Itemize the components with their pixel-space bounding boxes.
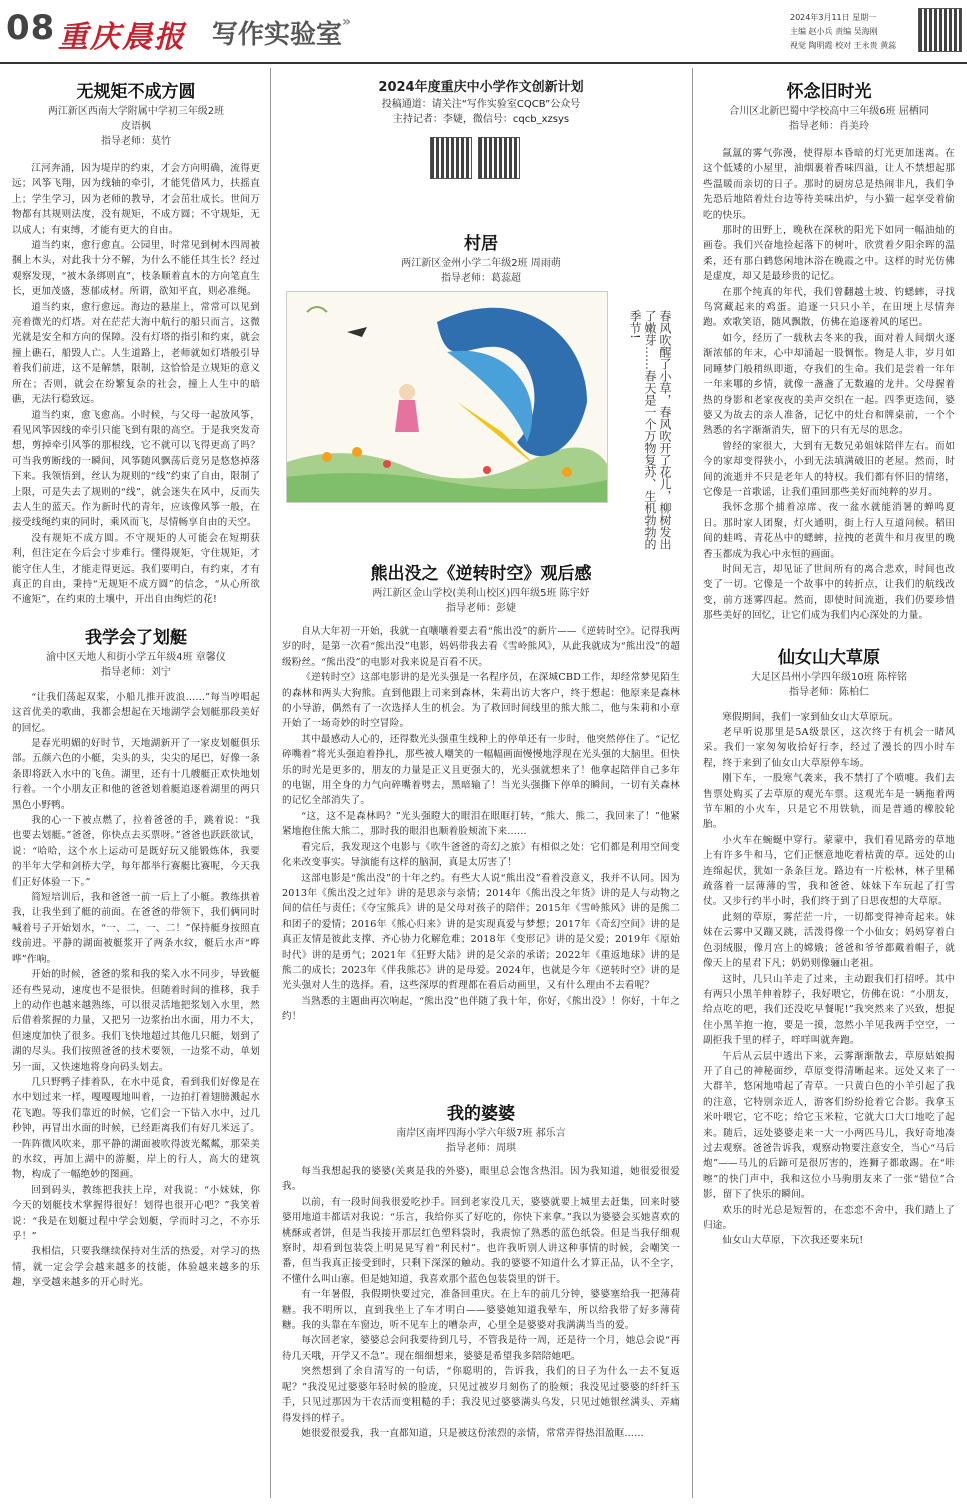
column-divider (270, 68, 271, 1498)
paragraph: 其中最感动人心的，还得数光头强重生线种上的停单还有一步时，他突然停住了。“记忆碎嘴着”将光头强迫着挣扎，那些被人嘲笑的一幅幅画面慢慢地浮现在光头强的大脑里。但快乐的时光是更多的，朋友的力量是正义且更强大的，光头强就想来了！他拿起陪伴自己多年的电锯，用全身的力气向碎嘴着劈去，黑暗输了！当光头强撕下停单的瞬间，一切有关森林的记忆全部消失了。 (282, 733, 680, 807)
qr-row (282, 131, 680, 191)
paragraph: 当熟悉的主题曲再次响起，“熊出没”也伴随了我十年，你好，《熊出没》！你好，十年之约！ (282, 995, 680, 1023)
paragraph: 在那个纯真的年代，我们曾翻越土坡、钓蟋蟀，寻找鸟窝藏起来的鸡蛋。追逐一只只小羊，在田埂上尽情奔跑。欢歌笑语，随风飘散，仿佛在追逐着风的尾巴。 (703, 286, 955, 329)
author-school: 两江新区西南大学附属中学初三年级2班 (47, 106, 225, 117)
painting-poem: 春风吹醒了小草，春风吹开了花儿，柳树发出了嫩芽……春天是一个万物复苏、生机勃勃的季节! (628, 310, 672, 550)
author-school: 合川区北新巴蜀中学校高中三年级6班 屈栖同 (729, 106, 929, 117)
paragraph: 几只野鸭子排着队，在水中觅食，看到我们好像是在水中划过来一样，嘎嘎嘎地叫着，一边拍打着翅膀溅起水花飞跑。等我们靠近的时候，它们会一下钻入水中，过几秒钟，再冒出水面的时候，已经距离我们有好几米远了。一阵阵微风吹来，那平静的湖面被吹得波光粼粼，那荣美的水纹，再加上湖中的游艇，岸上的行人，高大的建筑物，构成了一幅绝妙的图画。 (12, 1076, 260, 1181)
paper-name: 重庆晨报 (58, 20, 186, 55)
editors: 主编 赵小兵 责编 吴海刚 (790, 27, 878, 36)
qr-code-icon[interactable] (430, 137, 472, 179)
advisor: 指导老师：肖美玲 (789, 121, 869, 132)
article-body (12, 690, 260, 1291)
host-reporter: 主持记者：李婕，微信号：cqcb_xzsys (392, 114, 570, 125)
paragraph: 我相信，只要我继续保持对生活的热爱，对学习的热情，就一定会学会越来越多的技能，体验越来越多的乐趣，享受越来越多的开心时光。 (12, 1246, 260, 1289)
paragraph: 氤氲的雾气弥漫，使得原本昏暗的灯光更加迷离。在这个低矮的小屋里，油烟裹着香味四溢，让人不禁想起那些温暖而亲切的日子。那时的厨房总是热闹非凡，我们争先恐后地陪着灶台边等待美味出炉，与小猫一起享受着偷吃的快乐。 (703, 148, 955, 221)
advisor: 指导老师：莫竹 (101, 136, 171, 147)
author-school: 两江新区金山学校(美利山校区)四年级5班 陈宇妤 (372, 588, 590, 599)
article (12, 626, 260, 1291)
child-painting (286, 291, 608, 503)
article-title: 怀念旧时光 (786, 82, 872, 102)
section-arrow-icon: » (342, 14, 352, 30)
paragraph: 自从大年初一开始，我就一直嚷嚷着要去看“熊出没”的新片——《逆转时空》。记得我两岁的时，是第一次看“熊出没”电影，妈妈带我去看《雪岭熊风》，从此我就成为“熊出没”的超级粉丝。“熊出没”的电影对我来说是百看不厌。 (282, 626, 680, 668)
section-name: 写作实验室 (212, 20, 343, 50)
paragraph: 是春光明媚的好时节，天地湖新开了一家皮划艇俱乐部。五颜六色的小艇，尖头的头，尖尖的尾巴，好像一条条即将跃入水中的飞鱼。湖里，还有十几艘艇正欢快地划行着。一个小朋友正和他的爸爸划着艇追逐着湖里的两只黑色小野鸭。 (12, 738, 260, 811)
paper-logo (58, 12, 212, 55)
contest-notice (282, 72, 680, 191)
editors: 视觉 陶明霞 校对 王永贵 黄蕊 (790, 41, 897, 50)
paragraph: 每次回老家，婆婆总会问我要待到几号，不管我是待一周，还是待一个月，她总会说“再待几天哦，开学又不急”。现在细细想来，婆婆是希望我多陪陪她吧。 (282, 1335, 680, 1362)
author-school: 渝中区天地人和街小学五年级4班 章馨仪 (46, 651, 226, 663)
paragraph: 她很爱很爱我，我一直都知道，只是被这份浓烈的亲情，常常弄得热泪盈眶…… (301, 1427, 644, 1439)
paragraph: 道当约束，愈飞愈高。小时候，与父母一起放风筝，看见风筝因线的牵引只能飞到有限的高空。于是我突发奇想，剪掉牵引风筝的那根线，它不就可以飞得更高了吗？可当我剪断线的一瞬间，风筝随风飘荡后竟另是悠悠掉落下来。我领悟到，丝认为规则的“线”约束了自由，限制了上限，可是失去了规则的“线”，就会迷失在风中，反而失去人生的蓝天。作为新时代的青年，应该像风筝一般，在接受线绳约束的同时，乘风而飞，尽情畅享自由的天空。 (12, 409, 260, 529)
paragraph: 我的心一下被点燃了，拉着爸爸的手，跳着说：“我也要去划艇。”爸爸，你快点去买票呀。”爸爸也跃跃欲试，说：“哈哈，这个水上运动可是既好玩又能锻炼体，我要的半年大学和剑桥大学，每年都举行赛艇比赛呢，今天我们正好体验一下。” (12, 815, 260, 888)
article-title: 熊出没之《逆转时空》观后感 (370, 564, 592, 584)
author-school: 南岸区南坪四海小学六年级7班 郝乐言 (396, 1128, 566, 1139)
qr-code-icon[interactable] (478, 137, 520, 179)
column-divider (692, 68, 693, 1498)
paragraph: 回到码头，教练把我扶上岸，对我说：“小妹妹，你今天的划艇技术掌握得很好！划得也很开心吧？”我笑着说：“我是在划艇过程中学会划艇，学而时习之，不亦乐乎！” (12, 1184, 260, 1242)
column-right (703, 68, 955, 1249)
article-title: 仙女山大草原 (778, 647, 880, 668)
paragraph: 曾经的家很大，大到有无数兄弟姐妹陪伴左右。而如今的家却变得狭小，小到无法填满破旧的老屋。然而，时间的流逝并不只是老年人的特权。我们都有怀旧的情绪，它像是一首歌谣，让我们重回那些美好而纯粹的岁月。 (703, 440, 955, 498)
paragraph: 道当约束，愈行愈直。公园里，时常见到树木四周被捆上木头，对此我十分不解，为什么不能任其生长？经过观察发现，“被木条绑则直”，枝条顺着直木的方向笔直生长，更加茂盛，葱郁成材。所谓，欲知平直，则必准绳。 (12, 240, 260, 298)
author-school: 两江新区金州小学二年级2班 周雨萌 (401, 258, 561, 269)
advisor: 指导老师：陈柏仁 (789, 686, 869, 698)
article-body (12, 161, 260, 608)
paragraph: “让我们荡起双桨，小船儿推开波浪……”每当哼唱起这首优美的歌曲，我都会想起在天地湖学会划艇那段美好的回忆。 (12, 691, 260, 734)
article-body (282, 624, 680, 1025)
article-title: 村居 (464, 234, 498, 254)
article-body (703, 710, 955, 1249)
edition-info (790, 11, 910, 53)
author-name: 皮语枫 (121, 121, 151, 132)
paragraph: 开始的时候，爸爸的浆和我的桨入水不同步，导致艇还有些晃动，速度也不是很快。但随着时间的推移，我手上的动作也越来越熟练，可以很灵活地把浆划入水里，然后借着浆握的力量，又把另一边浆抬出水面，用力不大，但速度加快了很多。我们飞快地超过其他几只艇，划到了湖的尽头。我们按照爸爸的技术要领，一边浆不动，单划另一面，又快速地将身向码头划去。 (12, 969, 260, 1073)
paragraph: 道当约束，愈行愈远。海边的悬崖上，常常可以见到亮着微光的灯塔。对在茫茫大海中航行的船只而言，这微光就是安全和方向的保障。没有灯塔的指引和约束，就会撞上礁石，船毁人亡。人生道路上，老师就如灯塔般引导着我们前进，这不是解禁，限制，这恰恰是立规矩的意义所在；否则，就会在纷繁复杂的社会，撞上人生中的暗礁，无法行稳致远。 (12, 301, 260, 406)
paragraph: 这部电影是“熊出没”的十年之约。有些大人说“熊出没”看着没意义，我并不认同。因为2013年《熊出没之过年》讲的是思亲与亲情；2014年《熊出没之年货》讲的是人与动物之间的信任与责任；《夺宝熊兵》讲的是父母对孩子的陪伴；2015年《雪岭熊风》讲的是熊二和团子的爱情；2016年《熊心归来》讲的是实现真爱与梦想；2017年《奇幻空间》讲的是真正友情是彼此支撑、齐心协力化解危难；2018年《变形记》讲的是父爱；2019年《原始时代》讲的是勇气；2021年《狂野大陆》讲的是父亲的承诺；2022年《重返地球》讲的是熊二的成长；2023年《伴我熊芯》讲的是母爱。2024年，也就是今年《逆转时空》讲的是光头强对人生的选择。看，这些深厚的哲理都在看后动画里，又有什么理由不去看呢？ (282, 872, 680, 992)
section-title (212, 14, 351, 51)
painting-illustration (287, 292, 607, 502)
advisor: 指导老师：刘宁 (101, 666, 171, 678)
paragraph: 欢乐的时光总是短暂的，在恋恋不舍中，我们踏上了归途。 (703, 1204, 955, 1231)
article (282, 562, 680, 1025)
page-number: 08 (6, 8, 56, 48)
paragraph: 没有规矩不成方圆。不守规矩的人可能会在短期获利，但注定在今后会寸步难行。懂得规矩，守住规矩，才能守住人生，才能走得更远。我们要明白，有约束，才有真正的自由，秉持“无规矩不成方圆”的信念，“从心所欲不逾矩”，在约束的土壤中，开出自由绚烂的花! (12, 532, 260, 606)
paragraph: 这时，几只山羊走了过来，主动跟我们打招呼。其中有两只小黑羊伸着脖子，我好喂它，仿佛在说：“小朋友，给点吃的吧，我们还没吃早餐呢!”我突然来了兴致，想捉住小黑羊抱一抱，要是一摸，忽然小羊见我两手空空，一副拒我千里的样子，咩咩叫就奔跑。 (703, 973, 955, 1047)
paragraph: 老早听说那里是5A级景区，这次终于有机会一睹风采。我们一家匆匆收拾好行李，经过了漫长的四小时车程，终于来到了仙女山大草原停车场。 (703, 727, 955, 769)
article-body (703, 146, 955, 624)
article-title: 我的婆婆 (447, 1104, 515, 1124)
article (703, 80, 955, 624)
article-title: 无规矩不成方圆 (76, 82, 196, 102)
article (282, 232, 680, 286)
advisor: 指导老师：葛蕊超 (441, 273, 521, 284)
paragraph: “这，这不是森林吗？”光头强瞪大的眼泪在眼眶打转，“熊大、熊二，我回来了！”他紧紧地抱住熊大熊二，那时我的眼泪也顺着脸颊流下来…… (282, 810, 680, 838)
advisor: 指导老师：周琪 (446, 1143, 516, 1154)
advisor: 指导老师：彭婕 (446, 603, 516, 614)
paragraph: 《逆转时空》这部电影讲的是光头强是一名程序员，在深城CBD工作，却经常梦见陌生的森林和两头大狗熊。直到他跟上司来到森林，朱莉出访大客户，终于想起：他原来是森林的小导游，偶然有了一次选择人生的机会。为了救回时间线里的熊大熊二，他与朱莉和小章开始了一场奇妙的时空冒险。 (282, 672, 680, 730)
paragraph: 我怀念那个捕着凉席、夜一盆水就能消暑的蝉鸣夏日。那时家人团聚，灯火通明，街上行人互道问候。稻田间的蛙鸣、青花丛中的蟋蟀，拉拽的老黄牛和月夜里的晚香玉都成为我心中永恒的画面。 (703, 502, 955, 560)
paragraph: 仙女山大草原，下次我还要来玩! (722, 1235, 864, 1247)
paragraph: 看完后，我发现这个电影与《吹牛爸爸的奇幻之旅》有相似之处：它们都是利用空间变化来改变事实。导演能有这样的脑洞，真是太厉害了！ (282, 841, 680, 869)
masthead (0, 0, 967, 60)
article (12, 80, 260, 608)
paragraph: 午后从云层中透出下来，云雾渐渐散去，草原姑娘揭开了自己的神秘面纱，草原变得清晰起来。远处又来了一大群羊，悠闲地啃起了青草。一只黄白色的小羊引起了我的注意，它特别亲近人，游客们纷纷抢着它合影。我拿玉米叶喂它，它不吃；给它玉米粒，它就大口大口地吃了起来。随后，远处婆婆走来一大一小两匹马儿，我好奇地凑过去观察。爸爸告诉我，观察动物要注意安全，当心“马后炮”——马儿的后蹄可是很厉害的，连狮子都敢踢。在“咔嚓”的快门声中，我和这位小马驹朋友来了一张“错位”合影，留下了快乐的瞬间。 (703, 1050, 955, 1201)
paragraph: 寒假期间，我们一家到仙女山大草原玩。 (722, 711, 899, 723)
paragraph: 突然想到了余自清写的一句话，“你聪明的，告诉我，我们的日子为什么一去不复返呢？”我没见过婆婆年轻时候的脸庞，只见过被岁月刻伤了的脸颊；我没见过婆婆的纤纤玉手，只见过那因为干农活而变粗糙的手；我没见过婆婆满头乌发，只见过她银丝满头、弄痛得发抖的样子。 (282, 1366, 680, 1424)
paragraph: 每当我想起我的婆婆(关爽是我的外婆)，眼里总会饱含热泪。因为我知道，她很爱很爱我。 (282, 1166, 680, 1193)
issue-date: 2024年3月11日 星期一 (790, 13, 877, 22)
article-title: 我学会了划艇 (85, 627, 187, 648)
paragraph: 那时的田野上，晚秋在深秋的阳光下如同一幅油灿的画卷。我们兴奋地捡起落下的树叶，欣赏着夕阳余晖的温柔，还有那白鹤悠闲地沐浴在晚霞之中。这样的时光仿佛是虚度，却又是最珍贵的记忆。 (703, 225, 955, 283)
article (282, 1102, 680, 1441)
paragraph: 时间无言，却见证了世间所有的离合悲欢，时间也改变了一切。它像是一个故事中的转折点，让我们的航线改变，前方迷雾四起。然而，即使时间流逝，我们仍要珍惜那些美好的回忆，让它们成为我们内心深处的力量。 (703, 563, 955, 622)
paragraph: 江河奔涌，因为堤岸的约束，才会方向明确，流得更远；风筝飞翔，因为线轴的牵引，才能凭借风力，扶摇直上；学生学习，因为老师的教导，才会茁壮成长。世间万物都有其规则法度，没有规矩，不成方圆；不守规矩，无以成人；有束缚，才能有更大的自由。 (12, 163, 260, 236)
paragraph: 小火车在蜿蜒中穿行。蒙蒙中，我们看见路旁的草地上有许多牛和马，它们正惬意地吃着枯黄的草。远处的山连绵起伏，犹如一条条巨龙。路边有一片松林，林子里稀疏落着一层薄薄的雪，我和爸爸、妹妹下车玩起了打雪仗。又步行约半小时，我们终于到了日思夜想的大草原。 (703, 834, 955, 908)
paragraph: 此刻的草原，雾茫茫一片，一切都变得神奇起来。妹妹在云雾中又蹦又跳，活泼得像一个小仙女；妈妈穿着白色羽绒服，像月宫上的嫦娥；爸爸和爷爷都戴着帽子，就像天上的星君下凡；奶奶则像骊山老祖。 (703, 911, 955, 970)
paragraph: 有一年暑假，我假期快要过完，准备回重庆。在上车的前几分钟，婆婆塞给我一把薄荷糖。我不明所以，直到我坐上了车才明白——婆婆她知道我晕车，所以给我带了好多薄荷糖。我的头靠在车窗边，听不见车上的嘈杂声，心里全是婆婆对我满满当当的爱。 (282, 1289, 680, 1332)
paragraph: 以前，有一段时间我很爱吃抄手。回到老家没几天，婆婆就要上城里去赶集，回来时婆婆用地道丰都话对我说：“乐言，我给你买了好吃的，你快下来拿。”我以为婆婆会买她喜欢的桃酥或者饼，但是当我接开那层红色塑料袋时，我震惊了熟悉的蓝色纸袋。但是当我仔细观察时，却看到包装袋上明晃晃写着“利民村”。也许我听别人讲这种事情的时候，会嘲笑一番，但当我真正接受到时，只剩下深深的触动。我的婆婆不知道什么才算正品，认不全字，不懂什么叫山寨。但是她知道，我喜欢那个蓝色包装袋里的饼干。 (282, 1196, 680, 1285)
qr-code-icon[interactable] (918, 8, 962, 52)
paragraph: 刚下车，一股寒气袭来，我不禁打了个喷嚏。我们去售票处购买了去草原的观光车票。这观光车是一辆拖着两节车厢的小火车，只是它不用铁轨，而是普通的橡胶轮胎。 (703, 773, 955, 831)
paragraph: 如今，经历了一载秋去冬来的我，面对着人间烟火逐渐浓郁的年末，心中却涌起一股惆怅。物是人非，岁月如同睡梦门般稍纵即逝，夺我们的生命。我们是尝着一年年一年来哪的乡情，就像一盏盏了无数遍的龙井。父母握着热的身影和老家夜夜的美声交织在一起。四季更迭间，婆婆又为故去的亲人准备，记忆中的灶台和牌桌前，一个个熟悉的名字渐渐消失，留下的只有无尽的思念。 (703, 332, 955, 437)
article (703, 646, 955, 1249)
paragraph: 简短培训后，我和爸爸一前一后上了小艇。教练拱着我，让我坐到了艇的前面。在爸爸的带领下，我们俩同时喊着号子开始划水，“一、二，一、二！”保持艇身按照直线前进。平静的湖面被艇浆开了两条水纹，艇后水声“哗哗”作响。 (12, 892, 260, 965)
header-rule (0, 62, 967, 64)
column-left (12, 68, 260, 1291)
article-body (282, 1164, 680, 1441)
submission-channel: 投稿通道：请关注“写作实验室CQCB”公众号 (381, 99, 581, 110)
author-school: 大足区昌州小学四年级10班 陈梓铭 (751, 671, 907, 683)
notice-title: 2024年度重庆中小学作文创新计划 (378, 80, 584, 95)
